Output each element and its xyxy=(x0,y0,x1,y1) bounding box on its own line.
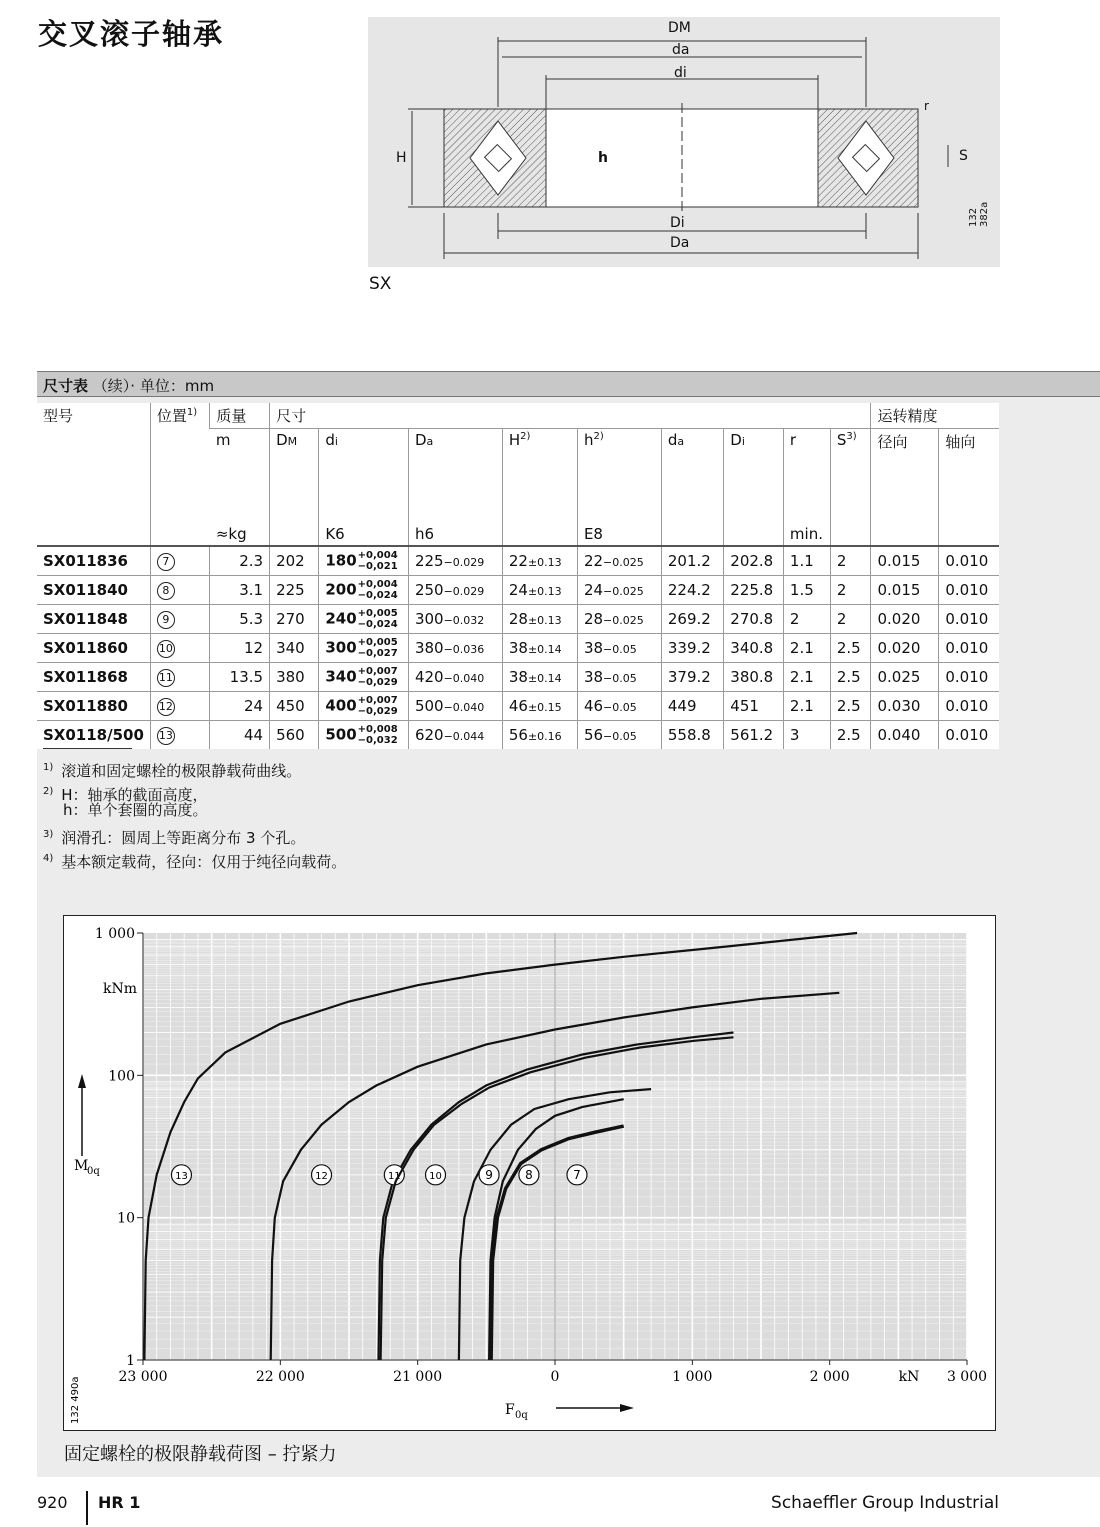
dim-label-da: da xyxy=(672,42,690,58)
page-title: 交叉滚子轴承 xyxy=(38,17,225,51)
cell-da: 269.2 xyxy=(661,605,723,634)
cell-Da: 500−0.040 xyxy=(408,692,502,721)
cell-DM: 225 xyxy=(270,576,319,605)
footnote-2b: h：单个套圈的高度。 xyxy=(63,801,208,819)
cell-axial: 0.010 xyxy=(939,546,999,576)
figure-caption: SX xyxy=(369,274,392,294)
figure-code: 132 382a xyxy=(968,201,990,227)
cell-Da: 250−0.029 xyxy=(408,576,502,605)
col-mass-header: 质量 xyxy=(210,403,270,429)
cell-radial: 0.015 xyxy=(871,546,939,576)
cell-r: 2.1 xyxy=(783,692,830,721)
cell-mass: 2.3 xyxy=(210,546,270,576)
cell-DM: 450 xyxy=(270,692,319,721)
cell-da: 224.2 xyxy=(661,576,723,605)
cell-h: 46−0.05 xyxy=(577,692,661,721)
footnote-4: $^{4)}$ 基本额定载荷，径向：仅用于纯径向载荷。 xyxy=(43,853,347,871)
cell-S: 2.5 xyxy=(830,721,871,750)
col-Di-header: Di xyxy=(724,429,784,524)
cell-DM: 340 xyxy=(270,634,319,663)
cell-Di: 561.2 xyxy=(724,721,784,750)
cell-r: 1.1 xyxy=(783,546,830,576)
cell-Di: 380.8 xyxy=(724,663,784,692)
cell-h: 28−0.025 xyxy=(577,605,661,634)
cell-model: SX011836 xyxy=(37,546,150,576)
cell-S: 2.5 xyxy=(830,663,871,692)
chart-caption: 固定螺栓的极限静载荷图 – 拧紧力 xyxy=(64,1444,337,1465)
r-min: min. xyxy=(783,523,830,546)
dim-label-DM: DM xyxy=(668,20,691,36)
col-h-header: $h^{2)}$ xyxy=(577,429,661,524)
y-axis-arrow-head xyxy=(78,1074,86,1088)
y-axis-label-sub: 0q xyxy=(87,1166,100,1177)
col-m-header: m xyxy=(210,429,270,524)
load-chart-svg xyxy=(64,916,995,1430)
col-axial-header: 轴向 xyxy=(939,429,999,524)
dim-label-Da: Da xyxy=(670,235,690,251)
table-row xyxy=(37,576,999,605)
col-pos-header: 位置$^{1)}$ xyxy=(150,403,209,546)
chart-code: 132 490a xyxy=(70,1376,81,1424)
col-H-header: $H^{2)}$ xyxy=(502,429,577,524)
cell-DM: 270 xyxy=(270,605,319,634)
col-dims-header: 尺寸 xyxy=(270,403,871,429)
table-row xyxy=(37,634,999,663)
tol-E8: E8 xyxy=(577,523,661,546)
x-axis-label: F xyxy=(505,1402,515,1418)
cell-r: 2 xyxy=(783,605,830,634)
footnote-3: $^{3)}$ 润滑孔：圆周上等距离分布 3 个孔。 xyxy=(43,829,306,847)
cell-S: 2 xyxy=(830,576,871,605)
bearing-drawing xyxy=(368,17,1000,267)
cell-S: 2.5 xyxy=(830,692,871,721)
cell-mass: 44 xyxy=(210,721,270,750)
footnote-2: $^{2)}$ H：轴承的截面高度， xyxy=(43,786,208,804)
cell-model: SX011848 xyxy=(37,605,150,634)
cell-r: 2.1 xyxy=(783,663,830,692)
footnote-1: $^{1)}$ 滚道和固定螺栓的极限静载荷曲线。 xyxy=(43,762,302,780)
cell-H: 56±0.16 xyxy=(502,721,577,750)
cell-da: 449 xyxy=(661,692,723,721)
tol-K6: K6 xyxy=(319,523,409,546)
cell-pos: 11 xyxy=(150,663,209,692)
cell-pos: 7 xyxy=(150,546,209,576)
x-tick-label: 2 000 xyxy=(809,1369,850,1385)
publisher: Schaeffler Group Industrial xyxy=(771,1493,999,1513)
cell-Di: 202.8 xyxy=(724,546,784,576)
cell-model: SX011868 xyxy=(37,663,150,692)
cell-H: 38±0.14 xyxy=(502,634,577,663)
x-axis-label-sub: 0q xyxy=(515,1410,528,1421)
cell-Di: 340.8 xyxy=(724,634,784,663)
cell-Da: 380−0.036 xyxy=(408,634,502,663)
y-axis-label: M xyxy=(74,1158,89,1174)
book-code: HR 1 xyxy=(98,1493,141,1512)
cell-mass: 12 xyxy=(210,634,270,663)
cell-radial: 0.020 xyxy=(871,605,939,634)
col-di-header: di xyxy=(319,429,409,524)
cell-model: SX0118/500 xyxy=(37,721,150,750)
page-number: 920 xyxy=(37,1493,68,1512)
cell-H: 28±0.13 xyxy=(502,605,577,634)
cell-mass: 24 xyxy=(210,692,270,721)
cell-S: 2.5 xyxy=(830,634,871,663)
cell-axial: 0.010 xyxy=(939,721,999,750)
cell-axial: 0.010 xyxy=(939,692,999,721)
cell-r: 1.5 xyxy=(783,576,830,605)
series-label-10: 10 xyxy=(429,1170,442,1182)
footer-divider xyxy=(86,1491,88,1525)
series-label-9: 9 xyxy=(485,1167,493,1182)
cell-radial: 0.020 xyxy=(871,634,939,663)
cell-pos: 10 xyxy=(150,634,209,663)
cell-mass: 5.3 xyxy=(210,605,270,634)
col-model-header: 型号 xyxy=(43,407,74,425)
col-r-header: r xyxy=(783,429,830,524)
y-tick-label: 1 000 xyxy=(94,926,135,942)
y-tick-label: 100 xyxy=(108,1068,135,1085)
cell-h: 56−0.05 xyxy=(577,721,661,750)
dimension-table xyxy=(37,403,999,749)
col-radial-header: 径向 xyxy=(871,429,939,524)
cell-radial: 0.025 xyxy=(871,663,939,692)
cell-pos: 8 xyxy=(150,576,209,605)
cell-h: 38−0.05 xyxy=(577,663,661,692)
cell-pos: 9 xyxy=(150,605,209,634)
series-label-12: 12 xyxy=(315,1170,328,1182)
table-header-row-1 xyxy=(37,403,999,429)
cell-pos: 13 xyxy=(150,721,209,750)
y-tick-label: 10 xyxy=(117,1210,135,1227)
dim-label-Di: Di xyxy=(670,215,685,231)
series-label-7: 7 xyxy=(573,1167,581,1182)
cell-H: 46±0.15 xyxy=(502,692,577,721)
cell-di: 400+0,007 −0,029 xyxy=(319,692,409,721)
cell-Da: 300−0.032 xyxy=(408,605,502,634)
cell-H: 24±0.13 xyxy=(502,576,577,605)
x-tick-label: 23 000 xyxy=(118,1369,168,1385)
load-chart xyxy=(63,915,996,1431)
cell-Da: 620−0.044 xyxy=(408,721,502,750)
dim-label-di: di xyxy=(674,65,687,81)
cell-radial: 0.015 xyxy=(871,576,939,605)
table-row xyxy=(37,721,999,750)
cell-da: 558.8 xyxy=(661,721,723,750)
cell-S: 2 xyxy=(830,605,871,634)
x-axis-arrow-head xyxy=(620,1404,634,1412)
x-tick-label: 21 000 xyxy=(393,1369,443,1385)
table-row xyxy=(37,546,999,576)
dim-label-H: H xyxy=(396,150,407,166)
col-Da-header: Da xyxy=(408,429,502,524)
cell-di: 200+0,004 −0,024 xyxy=(319,576,409,605)
cell-Di: 451 xyxy=(724,692,784,721)
tol-h6: h6 xyxy=(408,523,502,546)
cell-Da: 420−0.040 xyxy=(408,663,502,692)
cell-pos: 12 xyxy=(150,692,209,721)
cell-da: 339.2 xyxy=(661,634,723,663)
col-DM-header: DM xyxy=(270,429,319,524)
table-caption: 尺寸表 （续）· 单位：mm xyxy=(37,371,1100,397)
x-tick-label: 22 000 xyxy=(255,1369,305,1385)
cell-Da: 225−0.029 xyxy=(408,546,502,576)
cell-di: 240+0,005 −0,024 xyxy=(319,605,409,634)
series-label-8: 8 xyxy=(525,1167,533,1182)
col-accuracy-header: 运转精度 xyxy=(871,403,999,429)
cell-r: 3 xyxy=(783,721,830,750)
x-unit: kN xyxy=(898,1369,920,1385)
cell-H: 22±0.13 xyxy=(502,546,577,576)
cell-model: SX011840 xyxy=(37,576,150,605)
x-tick-label: 3 000 xyxy=(946,1369,988,1385)
table-row xyxy=(37,692,999,721)
cell-DM: 560 xyxy=(270,721,319,750)
y-unit: kNm xyxy=(102,981,137,997)
dim-label-S: S xyxy=(959,148,968,164)
x-tick-label: 0 xyxy=(550,1369,560,1385)
cell-da: 379.2 xyxy=(661,663,723,692)
y-tick-label: 1 xyxy=(126,1353,135,1369)
cell-H: 38±0.14 xyxy=(502,663,577,692)
dim-label-h: h xyxy=(598,150,608,166)
cell-axial: 0.010 xyxy=(939,605,999,634)
cell-h: 24−0.025 xyxy=(577,576,661,605)
cell-radial: 0.040 xyxy=(871,721,939,750)
cell-S: 2 xyxy=(830,546,871,576)
cell-DM: 380 xyxy=(270,663,319,692)
cell-di: 300+0,005 −0,027 xyxy=(319,634,409,663)
col-S-header: $S^{3)}$ xyxy=(830,429,871,524)
series-label-11: 11 xyxy=(387,1170,401,1182)
cell-axial: 0.010 xyxy=(939,663,999,692)
cell-Di: 270.8 xyxy=(724,605,784,634)
cell-di: 340+0,007 −0,029 xyxy=(319,663,409,692)
cell-DM: 202 xyxy=(270,546,319,576)
cell-da: 201.2 xyxy=(661,546,723,576)
cell-radial: 0.030 xyxy=(871,692,939,721)
cell-axial: 0.010 xyxy=(939,634,999,663)
footnote-divider xyxy=(43,748,132,749)
cell-di: 180+0,004 −0,021 xyxy=(319,546,409,576)
cell-axial: 0.010 xyxy=(939,576,999,605)
cell-model: SX011880 xyxy=(37,692,150,721)
series-label-13: 13 xyxy=(175,1170,188,1182)
cell-h: 38−0.05 xyxy=(577,634,661,663)
unit-kg: ≈kg xyxy=(215,525,247,543)
cell-h: 22−0.025 xyxy=(577,546,661,576)
table-row xyxy=(37,605,999,634)
cell-Di: 225.8 xyxy=(724,576,784,605)
cell-di: 500+0,008 −0,032 xyxy=(319,721,409,750)
col-da-header: da xyxy=(661,429,723,524)
x-tick-label: 1 000 xyxy=(672,1369,713,1385)
table-row xyxy=(37,663,999,692)
cell-mass: 3.1 xyxy=(210,576,270,605)
cell-r: 2.1 xyxy=(783,634,830,663)
dim-label-r: r xyxy=(924,99,929,113)
cell-mass: 13.5 xyxy=(210,663,270,692)
cell-model: SX011860 xyxy=(37,634,150,663)
